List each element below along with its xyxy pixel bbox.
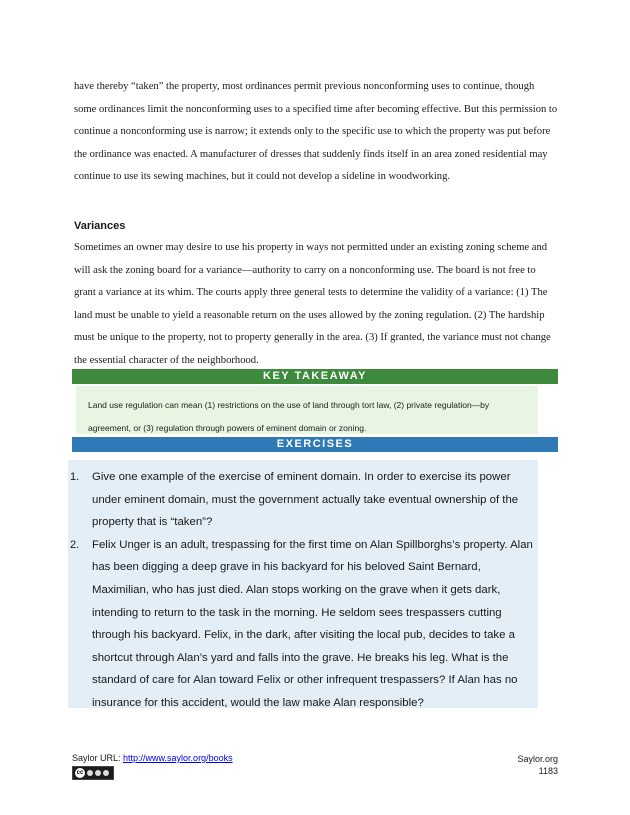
key-takeaway-banner: KEY TAKEAWAY	[72, 369, 558, 384]
exercise-text: Give one example of the exercise of eminent domain. In order to exercise its power under eminent domain, must the government actually take eventual ownership of the property that is “taken”?	[92, 471, 519, 529]
footer-url-line	[72, 753, 233, 764]
exercise-item	[68, 460, 538, 534]
saylor-books-link[interactable]: http://www.saylor.org/books	[123, 753, 233, 763]
exercises-box	[68, 460, 538, 708]
exercises-list	[68, 460, 538, 715]
nc-icon	[95, 770, 101, 776]
by-icon	[87, 770, 93, 776]
body-paragraph-nonconforming-uses: have thereby “taken” the property, most ordinances permit previous nonconforming uses to continue, though some ordinances limit the nonconforming uses to a specified time after becoming effective. But this permission to continue a nonconforming use is narrow; it extends only to the specific use to which the property was put before the ordinance was enacted. A manufacturer of dresses that suddenly finds itself in an area zoned residential may continue to use its sewing machines, but it could not develop a sideline in woodworking.	[74, 81, 558, 183]
exercise-text: Felix Unger is an adult, trespassing for the first time on Alan Spillborghs’s property. Alan has been digging a deep grave in his backyard for his beloved Saint Bernard, Maximilian, who has just died. Alan stops working on the grave when it gets dark, intending to return to the task in the morning. He seldom sees trespassers cutting through his backyard. Felix, in the dark, after visiting the local pub, decides to take a shortcut through Alan’s yard and falls into the grave. He breaks his leg. What is the standard of care for Alan toward Felix or other infrequent trespassers? If Alan has no insurance for this accident, would the law make Alan responsible?	[92, 538, 533, 709]
cc-circle-icon: cc	[76, 770, 84, 776]
exercise-number: 1.	[70, 471, 80, 483]
creative-commons-license-icon	[72, 766, 114, 780]
sa-icon	[103, 770, 109, 776]
key-takeaway-text: Land use regulation can mean (1) restrictions on the use of land through tort law, (2) private regulation—by agreement, or (3) regulation through powers of eminent domain or zoning.	[88, 400, 490, 433]
footer-right	[517, 753, 558, 777]
key-takeaway-box	[76, 386, 538, 434]
footer-left	[72, 753, 233, 780]
footer-site: Saylor.org	[517, 754, 558, 764]
body-paragraph-variances: Sometimes an owner may desire to use his property in ways not permitted under an existing zoning scheme and will ask the zoning board for a variance—authority to carry on a nonconforming use. The board is not free to grant a variance at its whim. The courts apply three general tests to determine the validity of a variance: (1) The land must be unable to yield a reasonable return on the uses allowed by the zoning regulation. (2) The hardship must be unique to the property, not to property generally in the area. (3) If granted, the variance must not change the essential character of the neighborhood.	[74, 242, 551, 366]
footer-url-label: Saylor URL:	[72, 753, 124, 763]
section-heading-variances: Variances	[74, 220, 126, 232]
page-number: 1183	[538, 766, 558, 776]
exercise-number: 2.	[70, 538, 80, 551]
exercises-banner: EXERCISES	[72, 437, 558, 452]
exercise-item	[68, 534, 538, 715]
